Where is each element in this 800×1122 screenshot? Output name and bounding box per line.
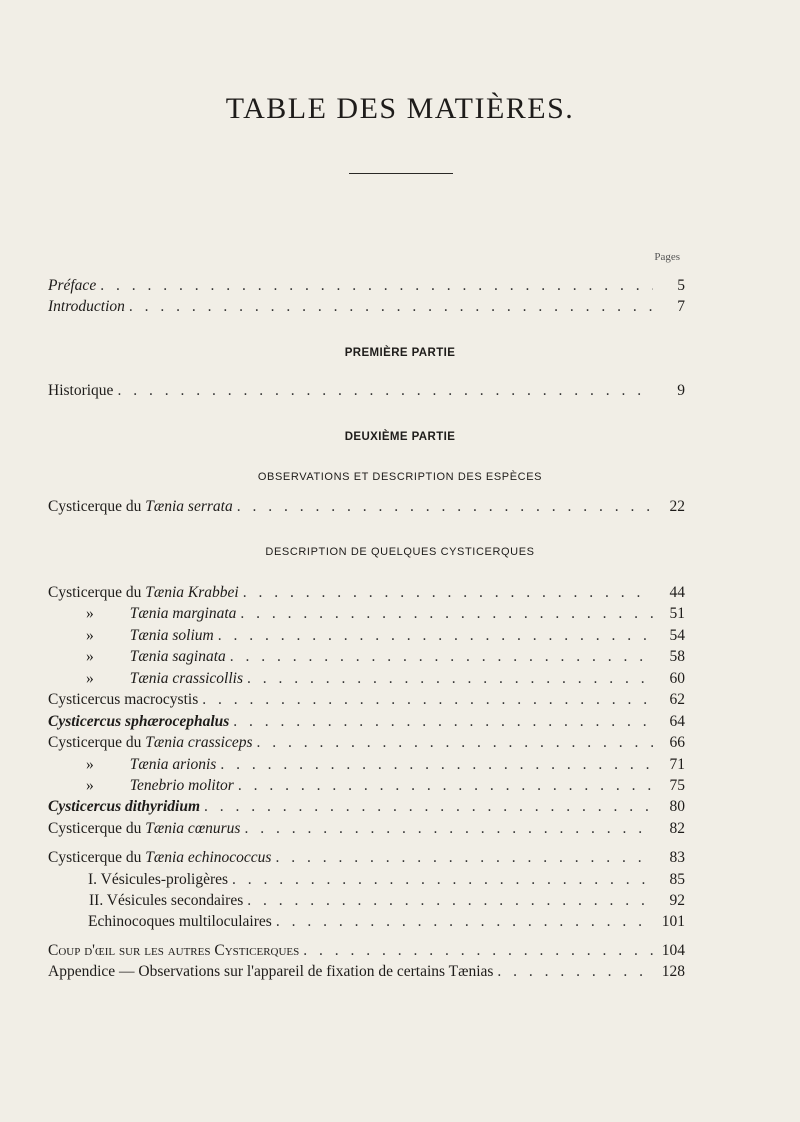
- pages-column-label: Pages: [654, 251, 680, 263]
- page-number: 85: [669, 871, 685, 888]
- leader-dots: [202, 690, 653, 710]
- entry-title: Préface: [48, 277, 97, 294]
- entry-title: Introduction: [48, 298, 125, 315]
- page-number: 82: [669, 820, 685, 837]
- page-number: 128: [661, 963, 685, 980]
- leader-dots: [303, 941, 653, 961]
- toc-entry: Cysticerque du Tænia Krabbei . . . 44: [48, 583, 685, 603]
- page-number: 80: [669, 798, 685, 815]
- leader-dots: [275, 848, 653, 868]
- toc-entry: II. Vésicules secondaires . . . 92: [48, 891, 685, 911]
- page-number: 60: [669, 670, 685, 687]
- leader-dots: [247, 891, 653, 911]
- page-number: 51: [669, 605, 685, 622]
- page-number: 83: [669, 849, 685, 866]
- page-number: 75: [669, 777, 685, 794]
- page-number: 71: [669, 756, 685, 773]
- leader-dots: [237, 497, 653, 517]
- leader-dots: [129, 297, 653, 317]
- entry-title: Historique: [48, 382, 114, 399]
- toc-entry: » Tænia crassicollis . . . 60: [48, 669, 685, 689]
- toc-entry: » Tænia saginata . . . 58: [48, 647, 685, 667]
- toc-entry: Cysticercus macrocystis . . . 62: [48, 690, 685, 710]
- leader-dots: [233, 712, 653, 732]
- toc-entry: I. Vésicules-proligères . . . 85: [48, 870, 685, 890]
- page-number: 66: [669, 734, 685, 751]
- toc-entry: Cysticerque du Tænia crassiceps . . . 66: [48, 733, 685, 753]
- page-number: 22: [669, 498, 685, 515]
- section-heading-observations: OBSERVATIONS ET DESCRIPTION DES ESPÈCES: [257, 471, 543, 483]
- toc-entry: » Tænia arionis . . . 71: [48, 755, 685, 775]
- title-rule: [349, 173, 453, 174]
- toc-entry: Appendice — Observations sur l'appareil de fixation de certains Tænias . . . 128: [48, 962, 685, 982]
- page-number: 5: [677, 277, 685, 294]
- page-number: 54: [669, 627, 685, 644]
- page-number: 9: [677, 382, 685, 399]
- leader-dots: [204, 797, 653, 817]
- leader-dots: [230, 647, 653, 667]
- leader-dots: [218, 626, 653, 646]
- toc-entry: » Tænia solium . . . 54: [48, 626, 685, 646]
- leader-dots: [276, 912, 653, 932]
- toc-entry: Cysticerque du Tænia serrata . . . 22: [48, 497, 685, 517]
- toc-entry: Cysticercus sphærocephalus . . . 64: [48, 712, 685, 732]
- page-number: 44: [669, 584, 685, 601]
- page-number: 62: [669, 691, 685, 708]
- page-number: 92: [669, 892, 685, 909]
- toc-entry: Cysticerque du Tænia echinococcus . . . 83: [48, 848, 685, 868]
- leader-dots: [240, 604, 653, 624]
- section-heading-part1: PREMIÈRE PARTIE: [344, 347, 456, 359]
- toc-entry-historique: [48, 381, 685, 401]
- toc-entry: Echinocoques multiloculaires . . . 101: [48, 912, 685, 932]
- toc-entry: Coup d'œil sur les autres Cysticerques . . . 104: [48, 941, 685, 961]
- page-number: 64: [669, 713, 685, 730]
- leader-dots: [220, 755, 653, 775]
- page-number: 101: [661, 913, 685, 930]
- toc-entry-preface: [48, 276, 685, 296]
- leader-dots: [243, 583, 653, 603]
- toc-entry: Cysticerque du Tænia cœnurus . . . 82: [48, 819, 685, 839]
- leader-dots: [244, 819, 653, 839]
- leader-dots: [238, 776, 653, 796]
- leader-dots: [117, 381, 653, 401]
- leader-dots: [232, 870, 653, 890]
- leader-dots: [497, 962, 653, 982]
- page-title: TABLE DES MATIÈRES.: [225, 92, 575, 125]
- section-heading-description: DESCRIPTION DE QUELQUES CYSTICERQUES: [265, 546, 535, 558]
- page-number: 58: [669, 648, 685, 665]
- leader-dots: [100, 276, 653, 296]
- toc-entry: » Tenebrio molitor . . . 75: [48, 776, 685, 796]
- leader-dots: [257, 733, 653, 753]
- page-number: 104: [661, 942, 685, 959]
- toc-entry: » Tænia marginata . . . 51: [48, 604, 685, 624]
- toc-entry-introduction: [48, 297, 685, 317]
- section-heading-part2: DEUXIÈME PARTIE: [344, 431, 456, 443]
- toc-entry: Cysticercus dithyridium . . . 80: [48, 797, 685, 817]
- page-number: 7: [677, 298, 685, 315]
- leader-dots: [247, 669, 653, 689]
